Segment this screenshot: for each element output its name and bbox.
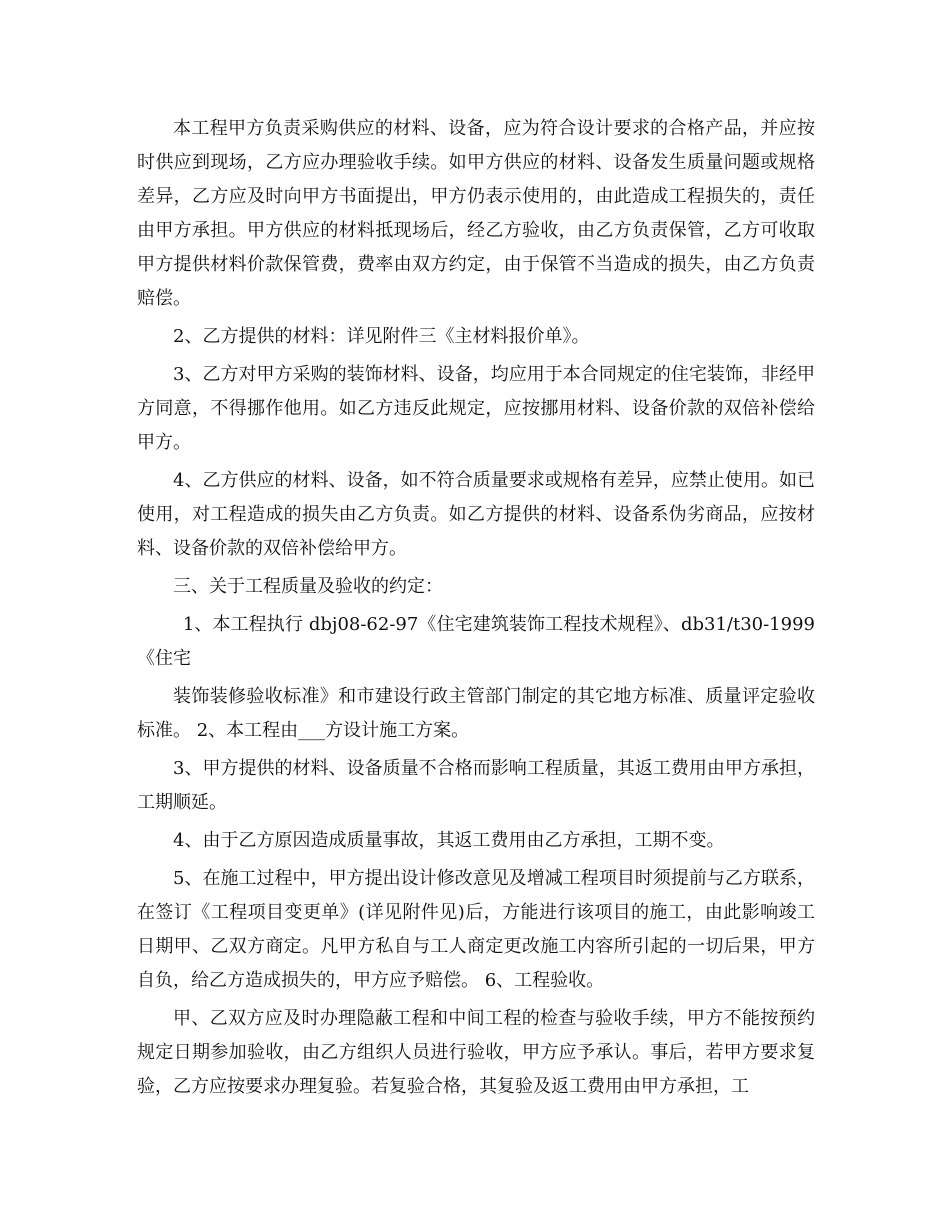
section-heading-quality: 三、关于工程质量及验收的约定： <box>173 576 443 597</box>
paragraph-quality-clause-1: 1、本工程执行 dbj08-62-97《住宅建筑装饰工程技术规程》、db31/t30-1999《住宅 <box>137 614 815 669</box>
paragraph-quality-clause-4: 4、由于乙方原因造成质量事故，其返工费用由乙方承担，工期不变。 <box>173 830 725 851</box>
paragraph-clause-4: 4、乙方供应的材料、设备，如不符合质量要求或规格有差异，应禁止使用。如已使用，对工程造成的损失由乙方负责。如乙方提供的材料、设备系伪劣商品，应按材料、设备价款的双倍补偿给甲方。 <box>137 470 815 559</box>
paragraph-clause-3: 3、乙方对甲方采购的装饰材料、设备，均应用于本合同规定的住宅装饰，非经甲方同意，不得挪作他用。如乙方违反此规定，应按挪用材料、设备价款的双倍补偿给甲方。 <box>137 364 815 453</box>
paragraph-material-supply: 本工程甲方负责采购供应的材料、设备，应为符合设计要求的合格产品，并应按时供应到现场，乙方应办理验收手续。如甲方供应的材料、设备发生质量问题或规格差异，乙方应及时向甲方书面提出，甲方仍表示使用的，由此造成工程损失的，责任由甲方承担。甲方供应的材料抵现场后，经乙方验收，由乙方负责保管，乙方可收取甲方提供材料价款保管费，费率由双方约定，由于保管不当造成的损失，由乙方负责赔偿。 <box>137 118 815 309</box>
paragraph-quality-clause-5: 5、在施工过程中，甲方提出设计修改意见及增减工程项目时须提前与乙方联系，在签订《工程项目变更单》(详见附件见)后，方能进行该项目的施工，由此影响竣工日期甲、乙双方商定。凡甲方私自与工人商定更改施工内容所引起的一切后果，甲方自负，给乙方造成损失的，甲方应予赔偿。 6、工程验收。 <box>137 868 815 991</box>
document-body <box>137 112 815 1108</box>
paragraph-quality-clause-1-cont: 装饰装修验收标准》和市建设行政主管部门制定的其它地方标准、质量评定验收标准。 2、本工程由___方设计施工方案。 <box>137 686 815 741</box>
paragraph-clause-2: 2、乙方提供的材料：详见附件三《主材料报价单》。 <box>173 326 590 347</box>
paragraph-acceptance: 甲、乙双方应及时办理隐蔽工程和中间工程的检查与验收手续，甲方不能按预约规定日期参加验收，由乙方组织人员进行验收，甲方应予承认。事后，若甲方要求复验，乙方应按要求办理复验。若复验合格，其复验及返工费用由甲方承担，工 <box>137 1008 815 1097</box>
paragraph-quality-clause-3: 3、甲方提供的材料、设备质量不合格而影响工程质量，其返工费用由甲方承担，工期顺延。 <box>137 758 815 813</box>
